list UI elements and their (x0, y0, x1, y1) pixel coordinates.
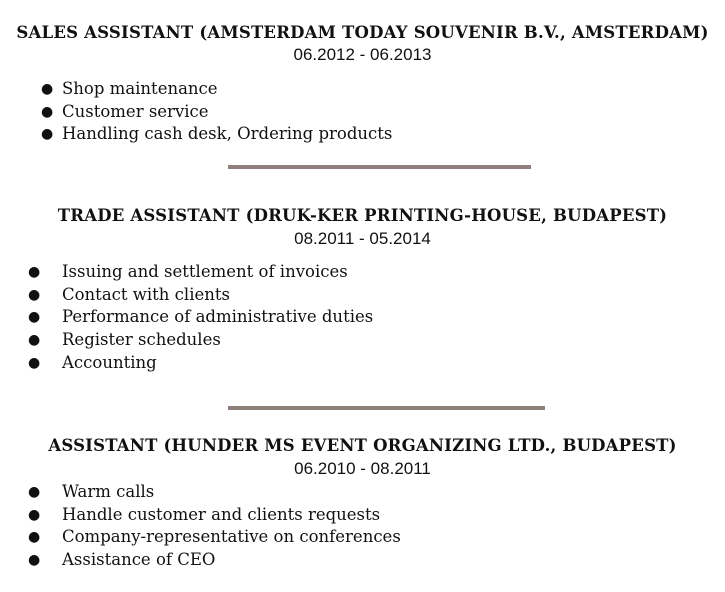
job-dates: 06.2012 - 06.2013 (293, 45, 432, 64)
bullet-icon: ● (28, 309, 41, 326)
job-title: SALES ASSISTANT (AMSTERDAM TODAY SOUVENIR B.V., AMSTERDAM) (16, 23, 709, 42)
bullet-icon: ● (41, 81, 54, 97)
duty-text: Issuing and settlement of invoices (62, 262, 348, 281)
bullet-icon: ● (41, 103, 54, 120)
bullet-icon: ● (28, 484, 41, 500)
duty-text: Shop maintenance (62, 79, 218, 98)
job-title: TRADE ASSISTANT (DRUK-KER PRINTING-HOUSE, BUDAPEST) (57, 206, 668, 225)
bullet-icon: ● (28, 264, 41, 280)
job-title: ASSISTANT (HUNDER MS EVENT ORGANIZING LTD., BUDAPEST) (48, 436, 677, 455)
bullet-icon: ● (28, 529, 41, 546)
bullet-icon: ● (28, 286, 41, 303)
bullet-icon: ● (28, 332, 41, 349)
duty-text: Customer service (62, 101, 209, 121)
bullet-icon: ● (28, 552, 41, 569)
job-dates: 06.2010 - 08.2011 (294, 459, 431, 478)
bullet-icon: ● (28, 506, 41, 523)
duty-text: Warm calls (62, 482, 155, 501)
duty-text: Handle customer and clients requests (62, 504, 381, 524)
duty-text: Register schedules (62, 330, 221, 350)
duty-text: Assistance of CEO (62, 550, 216, 570)
duty-text: Handling cash desk, Ordering products (62, 124, 393, 144)
job-dates: 08.2011 - 05.2014 (294, 229, 431, 248)
duty-text: Company-representative on conferences (62, 527, 401, 547)
section-divider (228, 165, 531, 169)
section-divider (228, 406, 545, 410)
bullet-icon: ● (28, 354, 41, 371)
duty-text: Performance of administrative duties (62, 307, 374, 327)
bullet-icon: ● (41, 126, 54, 143)
duty-text: Contact with clients (62, 284, 230, 304)
duty-text: Accounting (62, 352, 157, 372)
